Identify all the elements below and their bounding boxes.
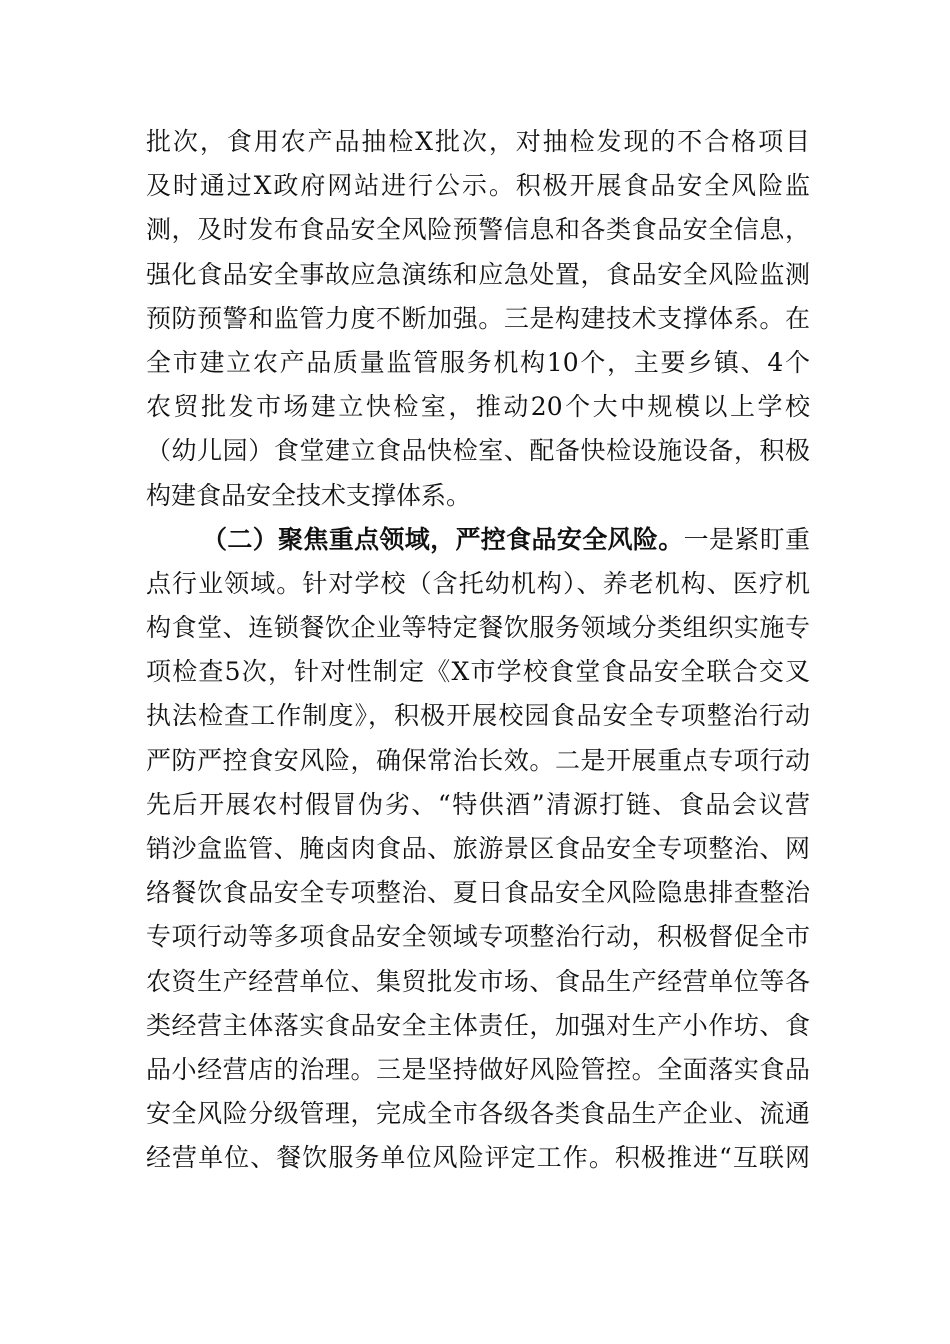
paragraph-line: 构食堂、连锁餐饮企业等特定餐饮服务领域分类组织实施专 — [146, 613, 810, 643]
paragraph-line: 品小经营店的治理。三是坚持做好风险管控。全面落实食品 — [146, 1054, 810, 1084]
paragraph-line: 安全风险分级管理，完成全市各级各类食品生产企业、流通 — [146, 1099, 810, 1129]
paragraph-line: 先后开展农村假冒伪劣、“特供酒”清源打链、食品会议营 — [146, 789, 810, 819]
paragraph-line: 构建食品安全技术支撑体系。 — [146, 480, 472, 510]
paragraph-line: 销沙盒监管、腌卤肉食品、旅游景区食品安全专项整治、网 — [146, 834, 810, 863]
paragraph-line: 测，及时发布食品安全风险预警信息和各类食品安全信息， — [146, 215, 810, 245]
section-heading: （二）聚焦重点领域，严控食品安全风险。 — [202, 524, 684, 554]
paragraph-line: 类经营主体落实食品安全主体责任，加强对生产小作坊、食 — [146, 1010, 810, 1040]
paragraph-line: 全市建立农产品质量监管服务机构10个，主要乡镇、4个 — [146, 347, 810, 377]
paragraph-line: 农资生产经营单位、集贸批发市场、食品生产经营单位等各 — [146, 966, 810, 996]
paragraph-line: 络餐饮食品安全专项整治、夏日食品安全风险隐患排查整治 — [146, 878, 810, 908]
paragraph-line: 点行业领域。针对学校（含托幼机构）、养老机构、医疗机 — [146, 568, 810, 598]
paragraph-line: 项检查5次，针对性制定《X市学校食堂食品安全联合交叉 — [146, 657, 810, 687]
paragraph-line: 预防预警和监管力度不断加强。三是构建技术支撑体系。在 — [146, 303, 810, 333]
section-heading-line — [146, 518, 810, 562]
paragraph-line: 执法检查工作制度》，积极开展校园食品安全专项整治行动 — [146, 701, 810, 731]
paragraph-line: 专项行动等多项食品安全领域专项整治行动，积极督促全市 — [146, 922, 810, 952]
paragraph-line: 农贸批发市场建立快检室，推动20个大中规模以上学校 — [146, 392, 810, 422]
paragraph-line: （幼儿园）食堂建立食品快检室、配备快检设施设备，积极 — [146, 436, 810, 466]
paragraph-line: 严防严控食安风险，确保常治长效。二是开展重点专项行动 — [146, 745, 810, 775]
paragraph-line: 强化食品安全事故应急演练和应急处置，食品安全风险监测 — [146, 259, 810, 289]
section-heading-tail: 一是紧盯重 — [683, 524, 810, 554]
document-body — [146, 120, 810, 1181]
paragraph-line: 经营单位、餐饮服务单位风险评定工作。积极推进“互联网 — [146, 1143, 810, 1173]
paragraph-line: 及时通过X政府网站进行公示。积极开展食品安全风险监 — [146, 171, 810, 201]
paragraph-line: 批次，食用农产品抽检X批次，对抽检发现的不合格项目 — [146, 127, 810, 156]
